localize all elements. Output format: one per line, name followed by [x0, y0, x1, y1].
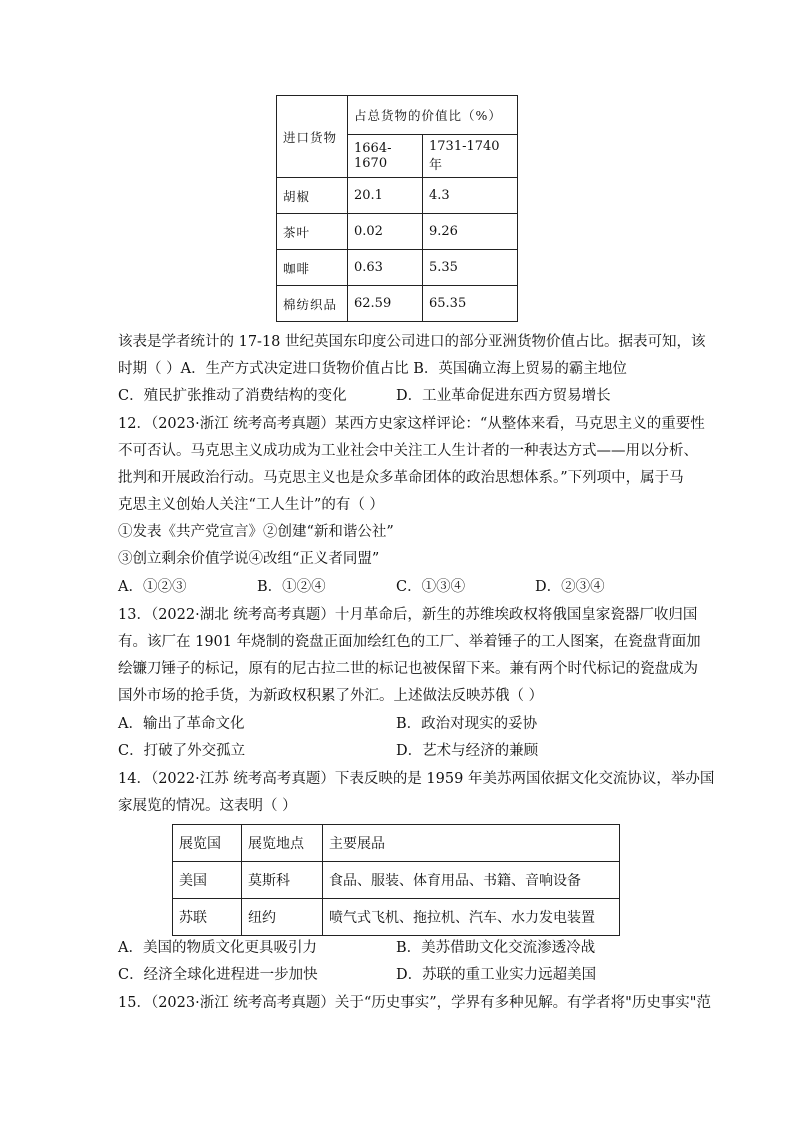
q13-stem-line: 国外市场的抢手货，为新政权积累了外汇。上述做法反映苏俄（ ）: [118, 688, 544, 704]
q12-stem-line: ③创立剩余价值学说④改组“正义者同盟”: [118, 551, 380, 567]
q13-stem-line: 有。该厂在 1901 年烧制的瓷盘正面加绘红色的工厂、举着锤子的工人图案，在瓷盘背面加: [118, 634, 701, 650]
q12-option-a: A．①②③: [118, 579, 187, 595]
q11-stem-line: 该表是学者统计的 17-18 世纪英国东印度公司进口的部分亚洲货物价值占比。据表可知，该: [118, 334, 706, 350]
q12-option-c: C．①③④: [396, 579, 466, 595]
exhibits-cell: 喷气式飞机、拖拉机、汽车、水力发电装置: [323, 899, 620, 936]
q14-option-a: A．美国的物质文化更具吸引力: [118, 940, 317, 956]
table-row: [277, 286, 518, 322]
value-cell: 20.1: [348, 178, 423, 214]
value-cell: 5.35: [423, 250, 518, 286]
value-cell: 62.59: [348, 286, 423, 322]
header-cell: 展览国: [173, 825, 242, 862]
q12-stem-line: 批判和开展政治行动。马克思主义也是众多革命团体的政治思想体系。”下列项中，属于马: [118, 470, 684, 486]
q12-option-b: B．①②④: [257, 579, 326, 595]
table-row: [173, 899, 620, 936]
q13-option-c: C．打破了外交孤立: [118, 743, 246, 759]
q14-stem-line: 14．（2022·江苏 统考高考真题）下表反映的是 1959 年美苏两国依据文化交流协议，举办国: [118, 771, 715, 787]
value-cell: 65.35: [423, 286, 518, 322]
value-cell: 0.63: [348, 250, 423, 286]
q14-option-d: D．苏联的重工业实力远超美国: [396, 967, 597, 983]
q14-option-c: C．经济全球化进程进一步加快: [118, 967, 318, 983]
item-cell: 咖啡: [277, 250, 348, 286]
q12-stem-line: 不可否认。马克思主义成功成为工业社会中关注工人生计者的一种表达方式——用以分析、: [118, 443, 698, 459]
table-row: [277, 250, 518, 286]
q12-stem-line: 克思主义创始人关注“工人生计”的有（ ）: [118, 497, 384, 513]
q15-stem-line: 15．（2023·浙江 统考高考真题）关于“历史事实”，学界有多种见解。有学者将"历史事实"范: [118, 995, 711, 1011]
value-cell: 0.02: [348, 214, 423, 250]
table-row: [277, 214, 518, 250]
location-cell: 纽约: [242, 899, 323, 936]
q13-option-b: B．政治对现实的妥协: [396, 716, 538, 732]
item-cell: 胡椒: [277, 178, 348, 214]
period-header-1: 1664-1670: [348, 135, 423, 178]
item-cell: 棉纺织品: [277, 286, 348, 322]
q11-option-c: C．殖民扩张推动了消费结构的变化: [118, 388, 347, 404]
q14-stem-line: 家展览的情况。这表明（ ）: [118, 798, 297, 814]
row-header-cell: 进口货物: [277, 96, 348, 178]
country-cell: 美国: [173, 862, 242, 899]
item-cell: 茶叶: [277, 214, 348, 250]
q13-stem-line: 绘镰刀锤子的标记，原有的尼古拉二世的标记也被保留下来。兼有两个时代标记的瓷盘成为: [118, 661, 698, 677]
value-cell: 4.3: [423, 178, 518, 214]
table-row: [173, 862, 620, 899]
value-cell: 9.26: [423, 214, 518, 250]
q12-stem-line: ①发表《共产党宣言》②创建“新和谐公社”: [118, 524, 394, 540]
header-cell: 展览地点: [242, 825, 323, 862]
q14-option-b: B．美苏借助文化交流渗透冷战: [396, 940, 596, 956]
q13-option-a: A．输出了革命文化: [118, 716, 245, 732]
q13-option-d: D．艺术与经济的兼顾: [396, 743, 539, 759]
country-cell: 苏联: [173, 899, 242, 936]
period-header-2: 1731-1740 年: [423, 135, 518, 178]
group-header-cell: 占总货物的价值比（%）: [348, 96, 518, 135]
q11-option-d: D．工业革命促进东西方贸易增长: [396, 388, 611, 404]
table-row: [277, 178, 518, 214]
exhibition-table: [172, 824, 620, 936]
q11-stem-line: 时期（ ）A．生产方式决定进口货物价值占比 B．英国确立海上贸易的霸主地位: [118, 361, 627, 377]
q13-stem-line: 13．（2022·湖北 统考高考真题）十月革命后，新生的苏维埃政权将俄国皇家瓷器厂收归国: [118, 607, 698, 623]
import-value-table: [276, 95, 518, 322]
exhibits-cell: 食品、服装、体育用品、书籍、音响设备: [323, 862, 620, 899]
location-cell: 莫斯科: [242, 862, 323, 899]
header-cell: 主要展品: [323, 825, 620, 862]
q12-stem-line: 12．（2023·浙江 统考高考真题）某西方史家这样评论：“从整体来看，马克思主义的重要性: [118, 416, 705, 432]
q12-option-d: D．②③④: [535, 579, 605, 595]
